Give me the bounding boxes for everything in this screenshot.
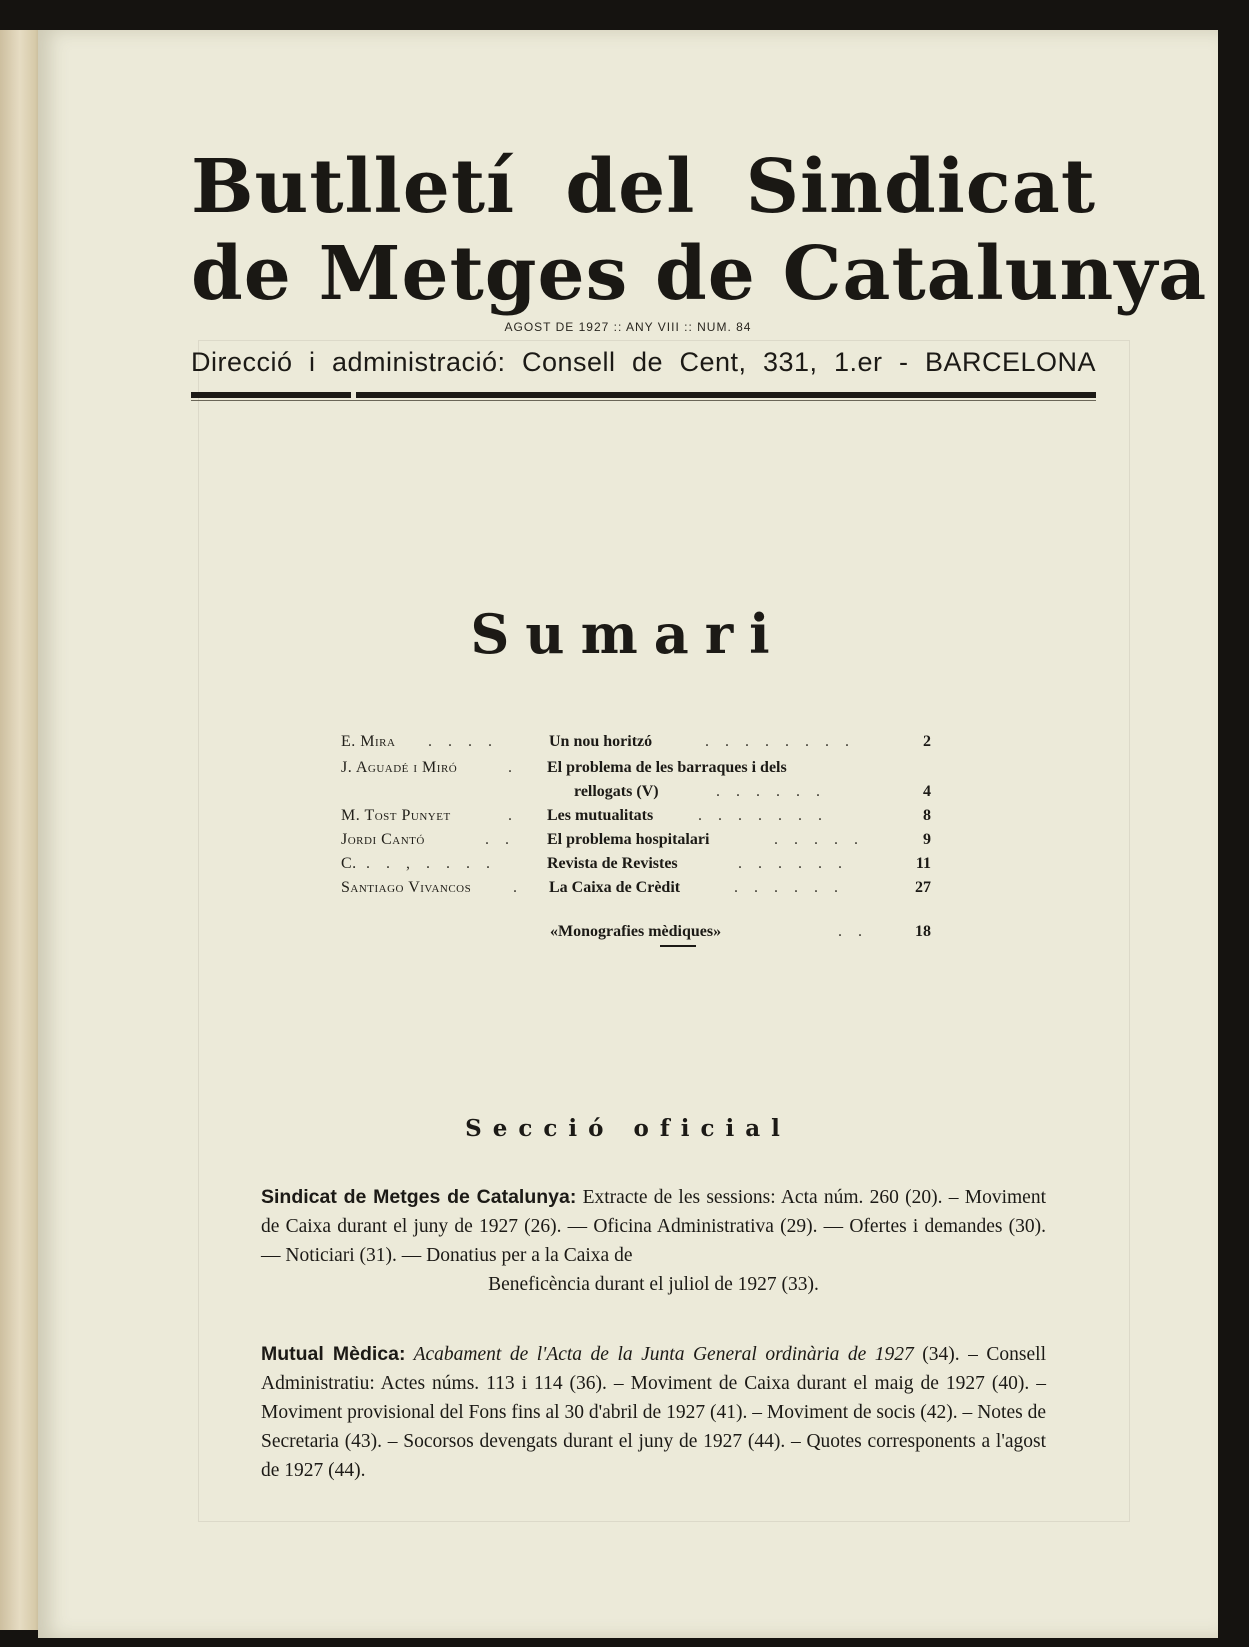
masthead-title-line-2: de Metges de Catalunya [191,231,1208,317]
toc-page-number: 2 [923,733,931,750]
toc-title: El problema de les barraques i dels [547,759,787,776]
toc-author: C. [341,855,357,872]
toc-author: J. Aguadé i Miró [341,759,458,776]
toc-leader: . [508,759,518,776]
address-line: Direcció i administració: Consell de Cent, 331, 1.er - BARCELONA [191,347,1096,377]
paragraph-italic-text: Acabament de l'Acta de la Junta General ordinària de 1927 [405,1344,914,1365]
toc-leader: . [508,807,518,824]
toc-title: Revista de Revistes [547,855,678,872]
toc-title: La Caixa de Crèdit [549,879,681,896]
toc-entry [38,831,1218,857]
toc-entry [38,807,1218,833]
toc-page-number: 11 [915,855,931,872]
paragraph-lead: Sindicat de Metges de Catalunya: [261,1186,577,1208]
toc-author: Jordi Cantó [341,831,425,848]
toc-leader: . . [485,831,515,848]
toc-entry [38,733,1218,759]
paragraph-text: Extracte de les sessions: Acta núm. 260 (20). – Moviment de Caixa durant el juny de 1927 (26). — Oficina Administrativa (29). — Ofertes i demandes (30). — Noticiari (31). — Donatius per a la Caixa de [261,1187,1046,1266]
toc-title: Les mutualitats [547,807,654,824]
toc-page-number: 18 [915,923,931,940]
toc-author: E. Mira [341,733,396,750]
header-rule-short [191,392,351,398]
toc-title: El problema hospitalari [547,831,710,848]
mutual-paragraph [261,1340,1046,1485]
toc-entry [38,759,1218,785]
toc-leader: . . . . . . [734,879,844,896]
toc-author: M. Tost Punyet [341,807,451,824]
toc-page-number: 27 [915,879,931,896]
document-page [38,30,1218,1638]
toc-leader: . . . . . . . . [705,733,855,750]
toc-author: Santiago Vivancos [341,879,472,896]
toc-leader: . . . . . . . [698,807,828,824]
toc-leader: . . . . [428,733,498,750]
toc-title: «Monografies mèdiques» [550,923,722,940]
toc-leader: . . . . . . [738,855,848,872]
issue-info: AGOST DE 1927 :: ANY VIII :: NUM. 84 [504,320,752,334]
toc-page-number: 4 [923,783,931,800]
toc-entry [38,855,1218,881]
toc-entry-monographs [38,923,1218,949]
toc-page-number: 9 [923,831,931,848]
toc-leader: . [513,879,523,896]
paragraph-text: (34). – Consell Administratiu: Actes núms. 113 i 114 (36). – Moviment de Caixa durant el maig de 1927 (40). – Moviment provisional del Fons fins al 30 d'abril de 1927 (41). – Moviment de socis (42). – Notes de Secretaria (43). – Socorsos devengats durant el juny de 1927 (44). – Quotes corresponents a l'agost de 1927 (44). [261,1344,1046,1481]
sindicat-paragraph [261,1183,1046,1299]
toc-page-number: 8 [923,807,931,824]
toc-entry [38,879,1218,905]
toc-title-continued: rellogats (V) [574,783,659,800]
toc-title: Un nou horitzó [549,733,653,750]
summary-heading: Sumari [470,602,786,666]
masthead-title-line-1: Butlletí del Sindicat [191,144,1096,230]
paragraph-lead: Mutual Mèdica: [261,1343,406,1365]
toc-entry-continued [38,783,1218,809]
toc-leader: . . . . . [774,831,864,848]
paragraph-last-line: Beneficència durant el juliol de 1927 (33). [488,1274,819,1295]
header-rule-long [356,392,1096,398]
header-rule-thin [191,400,1096,401]
toc-leader: . . [838,923,868,940]
official-section-heading: Secció oficial [465,1115,791,1142]
toc-leader: . . . . . . [716,783,826,800]
toc-leader: . . , . . . . [366,855,496,872]
